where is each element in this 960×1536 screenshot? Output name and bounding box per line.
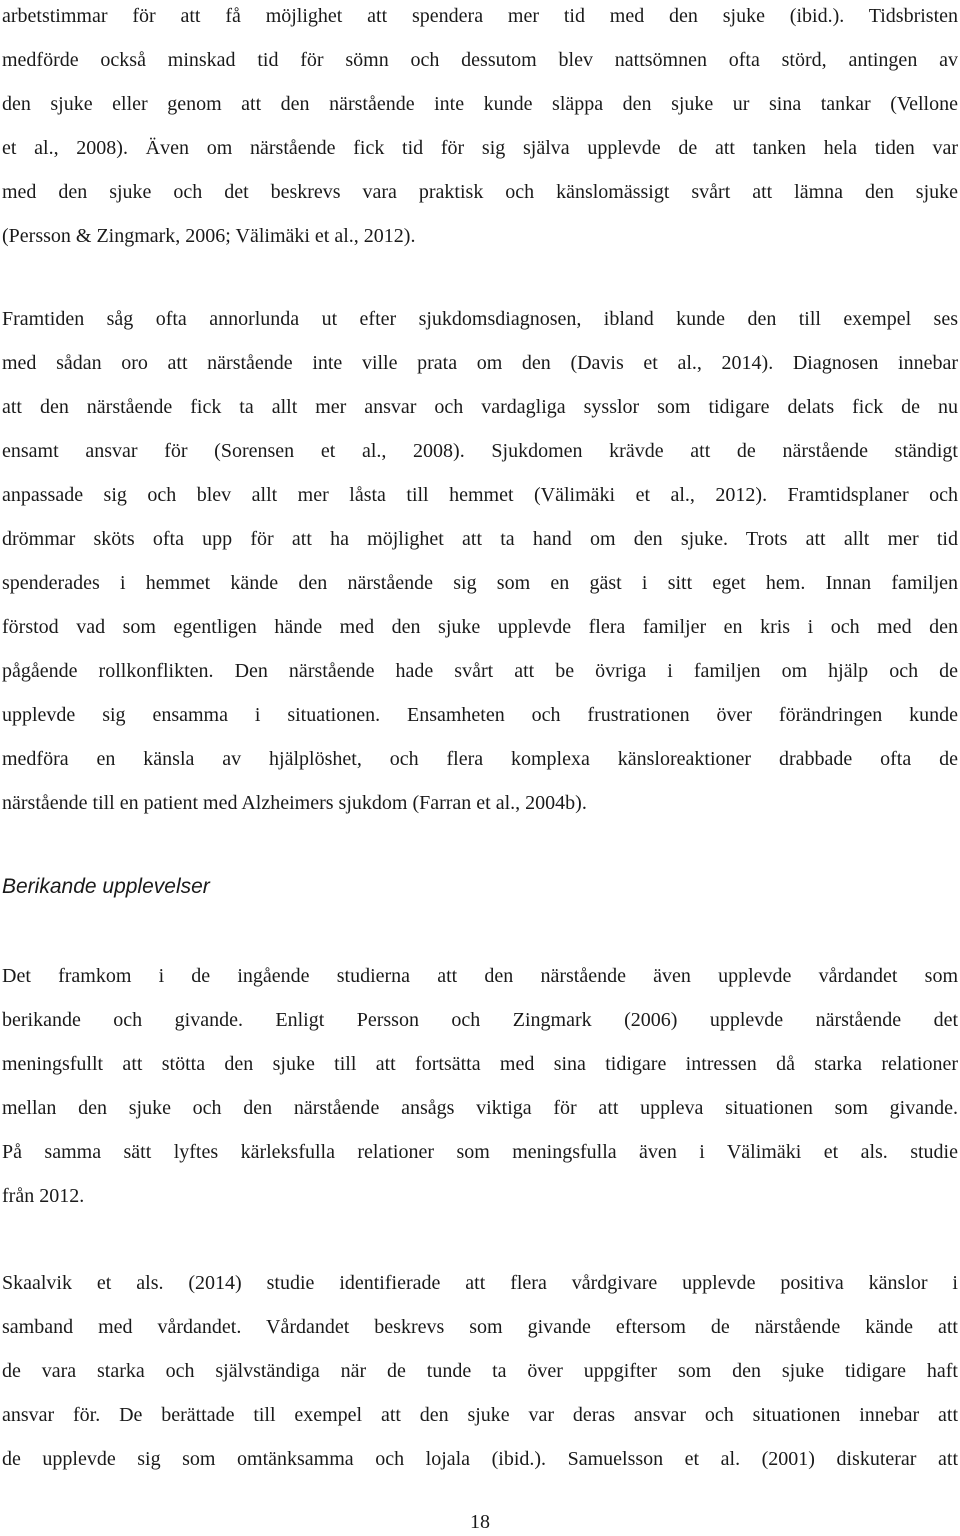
text-line: (Persson & Zingmark, 2006; Välimäki et al., 2012). [2, 225, 416, 247]
text-line: från 2012. [2, 1185, 85, 1207]
text-line: att den närstående fick ta allt mer ansvar och vardagliga sysslor som tidigare delats fick de nu [2, 396, 958, 418]
text-line: upplevde sig ensamma i situationen. Ensamheten och frustrationen över förändringen kunde [2, 704, 958, 726]
text-line: med den sjuke och det beskrevs vara praktisk och känslomässigt svårt att lämna den sjuke [2, 181, 958, 203]
paragraph-future [2, 297, 958, 825]
text-line: ansvar för. De berättade till exempel att den sjuke var deras ansvar och situationen innebar att [2, 1404, 958, 1426]
page-number: 18 [470, 1511, 490, 1533]
text-line: förstod vad som egentligen hände med den sjuke upplevde flera familjer en kris i och med den [2, 616, 958, 638]
text-line: spenderades i hemmet kände den närstående sig som en gäst i sitt eget hem. Innan familjen [2, 572, 958, 594]
text-line: arbetstimmar för att få möjlighet att spendera mer tid med den sjuke (ibid.). Tidsbristen [2, 5, 958, 27]
paragraph-caregiver-time [2, 0, 958, 258]
text-line: Skaalvik et als. (2014) studie identifierade att flera vårdgivare upplevde positiva känslor i [2, 1272, 958, 1294]
text-line: de upplevde sig som omtänksamma och lojala (ibid.). Samuelsson et al. (2001) diskuterar att [2, 1448, 958, 1470]
text-line: Det framkom i de ingående studierna att den närstående även upplevde vårdandet som [2, 965, 958, 987]
text-line: medföra en känsla av hjälplöshet, och flera komplexa känsloreaktioner drabbade ofta de [2, 748, 958, 770]
text-line: På samma sätt lyftes kärleksfulla relationer som meningsfulla även i Välimäki et als. studie [2, 1141, 958, 1163]
text-line: drömmar sköts ofta upp för att ha möjlighet att ta hand om den sjuke. Trots att allt mer tid [2, 528, 958, 550]
text-line: de vara starka och självständiga när de tunde ta över uppgifter som den sjuke tidigare haft [2, 1360, 958, 1382]
section-heading: Berikande upplevelser [2, 875, 210, 898]
text-line: et al., 2008). Även om närstående fick tid för sig själva upplevde de att tanken hela tiden var [2, 137, 958, 159]
text-line: samband med vårdandet. Vårdandet beskrevs som givande eftersom de närstående kände att [2, 1316, 958, 1338]
paragraph-enriching [2, 954, 958, 1218]
text-line: berikande och givande. Enligt Persson och Zingmark (2006) upplevde närstående det [2, 1009, 958, 1031]
text-line: anpassade sig och blev allt mer låsta till hemmet (Välimäki et al., 2012). Framtidsplaner och [2, 484, 958, 506]
text-line: med sådan oro att närstående inte ville prata om den (Davis et al., 2014). Diagnosen innebar [2, 352, 958, 374]
text-line: den sjuke eller genom att den närstående inte kunde släppa den sjuke ur sina tankar (Vellone [2, 93, 958, 115]
paragraph-positive-feelings [2, 1261, 958, 1481]
text-line: ensamt ansvar för (Sorensen et al., 2008). Sjukdomen krävde att de närstående ständigt [2, 440, 958, 462]
text-line: närstående till en patient med Alzheimers sjukdom (Farran et al., 2004b). [2, 792, 587, 814]
text-line: medförde också minskad tid för sömn och dessutom blev nattsömnen ofta störd, antingen av [2, 49, 958, 71]
text-line: pågående rollkonflikten. Den närstående hade svårt att be övriga i familjen om hjälp och de [2, 660, 958, 682]
text-line: Framtiden såg ofta annorlunda ut efter sjukdomsdiagnosen, ibland kunde den till exempel ses [2, 308, 958, 330]
text-line: meningsfullt att stötta den sjuke till att fortsätta med sina tidigare intressen då starka relationer [2, 1053, 958, 1075]
text-line: mellan den sjuke och den närstående ansågs viktiga för att uppleva situationen som givande. [2, 1097, 958, 1119]
